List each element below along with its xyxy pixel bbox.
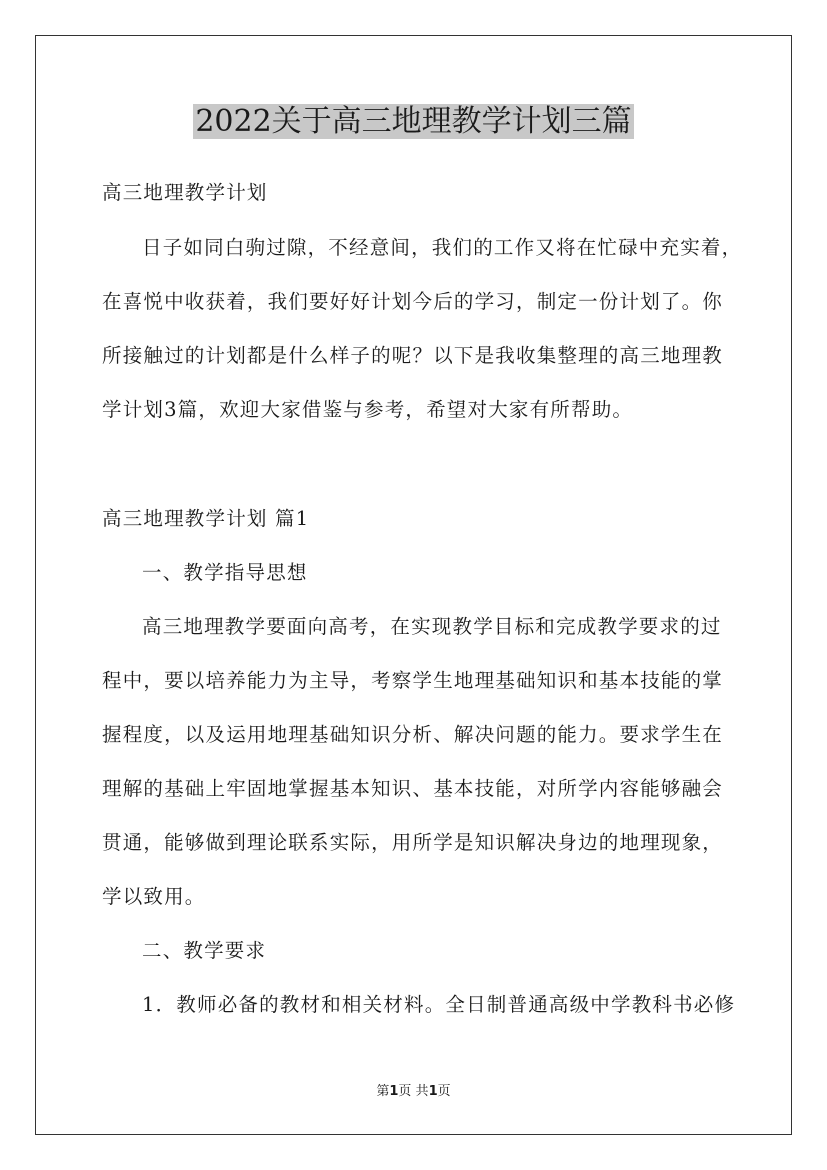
paragraph-line: 学以致用。 <box>102 885 206 908</box>
paragraph-line: 贯通，能够做到理论联系实际，用所学是知识解决身边的地理现象， <box>102 831 724 854</box>
footer-page-number: 1 <box>389 1084 399 1099</box>
paragraph-line: 理解的基础上牢固地掌握基本知识、基本技能，对所学内容能够融会 <box>102 777 724 800</box>
section-heading: 高三地理教学计划 篇1 <box>102 507 310 530</box>
footer-page-prefix: 第 <box>376 1084 390 1099</box>
paragraph-line: 在喜悦中收获着，我们要好好计划今后的学习，制定一份计划了。你 <box>102 290 724 313</box>
subsection-heading: 二、教学要求 <box>142 939 267 962</box>
paragraph-line: 高三地理教学要面向高考，在实现教学目标和完成教学要求的过 <box>142 615 722 638</box>
paragraph-line: 日子如同白驹过隙，不经意间，我们的工作又将在忙碌中充实着， <box>142 236 743 259</box>
paragraph-line: 所接触过的计划都是什么样子的呢？以下是我收集整理的高三地理教 <box>102 344 724 367</box>
document-title-text: 2022关于高三地理教学计划三篇 <box>195 104 632 139</box>
footer-total-suffix: 页 <box>437 1084 451 1099</box>
paragraph-line: 握程度，以及运用地理基础知识分析、解决问题的能力。要求学生在 <box>102 723 724 746</box>
footer-total-pages: 1 <box>428 1084 438 1099</box>
footer-page-suffix: 页 共 <box>398 1084 429 1099</box>
paragraph-line: 学计划3篇，欢迎大家借鉴与参考，希望对大家有所帮助。 <box>102 398 634 421</box>
paragraph-line: 1．教师必备的教材和相关材料。全日制普通高级中学教科书必修 <box>142 993 736 1016</box>
section-heading: 高三地理教学计划 <box>102 181 268 204</box>
document-title <box>0 100 827 144</box>
subsection-heading: 一、教学指导思想 <box>142 561 308 584</box>
page-footer <box>0 1083 827 1101</box>
paragraph-line: 程中，要以培养能力为主导，考察学生地理基础知识和基本技能的掌 <box>102 669 724 692</box>
